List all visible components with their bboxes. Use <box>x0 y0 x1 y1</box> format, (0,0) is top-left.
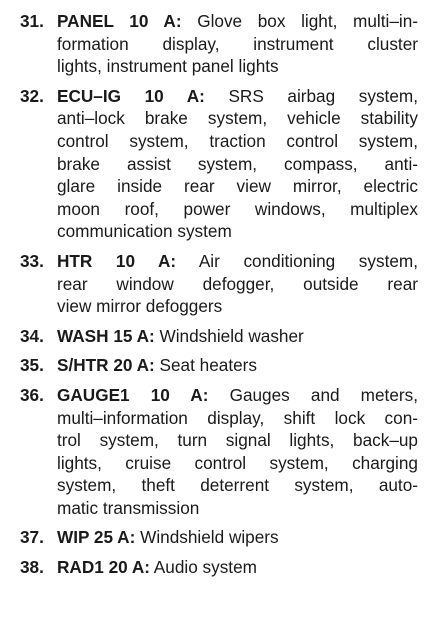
fuse-label: GAUGE1 10 A: <box>57 384 209 405</box>
entry-line <box>57 85 418 108</box>
fuse-description: Glove box light, multi–in- <box>181 11 418 31</box>
entry-number: 34. <box>20 325 44 346</box>
entry-number: 35. <box>20 355 44 376</box>
entry-number: 33. <box>20 250 44 271</box>
entry-line: anti–lock brake system, vehicle stability <box>57 108 418 129</box>
entry-line: lights, cruise control system, charging <box>57 452 418 473</box>
entry-line <box>57 325 418 348</box>
fuse-label: WASH 15 A: <box>57 325 155 346</box>
entry-line <box>57 526 418 549</box>
entry-line: control system, traction control system, <box>57 130 418 151</box>
fuse-entry-33 <box>0 250 437 318</box>
fuse-label: HTR 10 A: <box>57 250 177 271</box>
entry-line: glare inside rear view mirror, electric <box>57 176 418 197</box>
fuse-description: Air conditioning system, <box>176 250 419 271</box>
entry-line: communication system <box>57 221 232 242</box>
fuse-label: ECU–IG 10 A: <box>57 85 205 106</box>
entry-number: 38. <box>20 557 44 578</box>
entry-line: trol system, turn signal lights, back–up <box>57 430 418 451</box>
entry-number: 37. <box>20 527 44 548</box>
fuse-description: Audio system <box>149 557 257 578</box>
entry-line <box>57 354 418 377</box>
entry-line: matic transmission <box>57 497 200 518</box>
entry-line <box>57 250 418 273</box>
entry-line: view mirror defoggers <box>57 296 223 317</box>
fuse-description: Gauges and meters, <box>208 384 418 405</box>
entry-line <box>57 384 418 407</box>
fuse-entry-37 <box>0 526 437 549</box>
fuse-label: WIP 25 A: <box>57 527 136 548</box>
entry-line: brake assist system, compass, anti- <box>57 153 418 174</box>
entry-line: formation display, instrument cluster <box>57 33 418 54</box>
fuse-entry-34 <box>0 325 437 348</box>
fuse-description: Windshield washer <box>154 325 304 346</box>
fuse-entry-38 <box>0 556 437 579</box>
fuse-label: PANEL 10 A: <box>57 11 182 31</box>
entry-line: rear window defogger, outside rear <box>57 273 418 294</box>
entry-line: system, theft deterrent system, auto- <box>57 475 418 496</box>
fuse-label: S/HTR 20 A: <box>57 355 155 376</box>
entry-line: lights, instrument panel lights <box>57 56 279 77</box>
fuse-description: Windshield wipers <box>135 527 279 548</box>
fuse-entry-32 <box>0 85 437 243</box>
entry-number: 36. <box>20 384 44 405</box>
fuse-description: Seat heaters <box>154 355 257 376</box>
fuse-entry-35 <box>0 354 437 377</box>
fuse-list <box>0 10 437 586</box>
fuse-entry-31 <box>0 10 437 78</box>
entry-number: 32. <box>20 85 44 106</box>
entry-line: multi–information display, shift lock con- <box>57 407 418 428</box>
fuse-label: RAD1 20 A: <box>57 557 150 578</box>
entry-line <box>57 556 418 579</box>
entry-line: moon roof, power windows, multiplex <box>57 198 418 219</box>
entry-line <box>57 10 418 33</box>
fuse-entry-36 <box>0 384 437 520</box>
fuse-description: SRS airbag system, <box>204 85 418 106</box>
entry-number: 31. <box>20 11 44 31</box>
